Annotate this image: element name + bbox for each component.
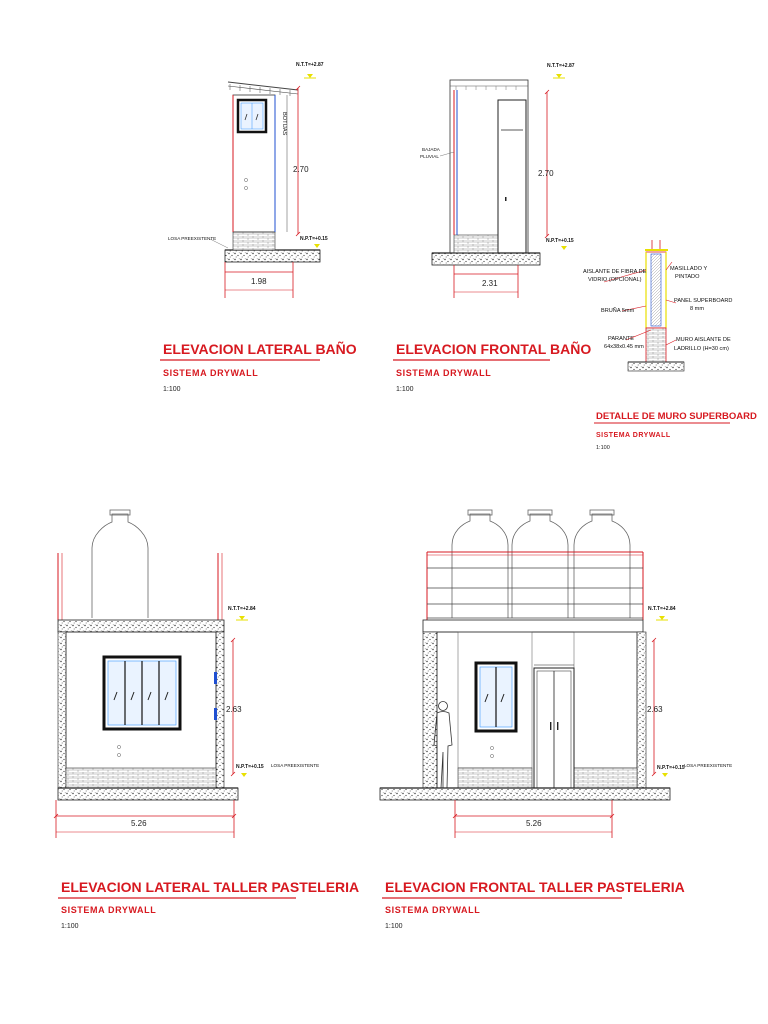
height-dimension-label: 2.70	[538, 169, 554, 178]
floor-slab	[380, 788, 670, 800]
bathroom-side-elevation	[168, 62, 328, 298]
base-wall-label-line2: LADRILLO (H=30 cm)	[674, 346, 729, 352]
floor-slab	[225, 250, 320, 262]
side-column	[637, 632, 646, 788]
workshop-front-elevation	[380, 510, 732, 838]
drawing-scale: 1:100	[396, 386, 414, 393]
height-dimension-label: 2.63	[647, 705, 663, 714]
insulation-label-line1: AISLANTE DE FIBRA DE	[583, 269, 647, 275]
insulation-label-line2: VIDRIO (OPCIONAL)	[588, 277, 642, 283]
ntt-level-label: N.T.T=+2.87	[547, 63, 575, 69]
slab-label: LOSA PREEXISTENTE	[271, 763, 320, 768]
roof-slab	[58, 620, 224, 632]
height-dimension-label: 2.70	[293, 165, 309, 174]
npt-level-label: N.P.T=+0.15	[236, 764, 264, 770]
drawing-title: ELEVACION FRONTAL BAÑO	[396, 341, 592, 357]
downspout-label-line1: BAJADA	[422, 147, 440, 152]
wall-detail-subtitle: SISTEMA DRYWALL	[596, 432, 671, 439]
wall-detail-title: DETALLE DE MURO SUPERBOARD	[596, 411, 757, 422]
drawing-title: ELEVACION LATERAL TALLER PASTELERIA	[61, 879, 360, 895]
reveal-label: BRUÑA 5mm	[601, 308, 635, 314]
ntt-level-marker	[659, 616, 665, 620]
npt-level-marker	[314, 244, 320, 248]
downspout-label-line2: PLUVIAL	[420, 154, 439, 159]
title-workshop-front	[382, 879, 685, 930]
roof-slab	[423, 620, 643, 632]
slab-label: LOSA PREEXISTENTE	[684, 763, 733, 768]
drawing-scale: 1:100	[61, 923, 79, 930]
slab-label: LOSA PREEXISTENTE	[168, 236, 217, 241]
brick-base	[458, 768, 532, 788]
ntt-level-label: N.T.T=+2.84	[228, 606, 256, 612]
drawing-subtitle: SISTEMA DRYWALL	[396, 368, 492, 378]
panel-label-line1: PANEL SUPERBOARD	[674, 298, 733, 304]
ntt-level-label: N.T.T=+2.84	[648, 606, 676, 612]
door	[498, 100, 526, 253]
wall-detail-scale: 1:100	[596, 445, 610, 451]
ntt-level-marker	[307, 74, 313, 78]
rotated-note: BOTIJAS	[281, 112, 287, 136]
drawing-title: ELEVACION FRONTAL TALLER PASTELERIA	[385, 879, 685, 895]
brick-base	[454, 235, 498, 253]
width-dimension-label: 5.26	[131, 819, 147, 828]
npt-level-label: N.P.T=+0.15	[546, 238, 574, 244]
brick-base	[574, 768, 637, 788]
npt-level-label: N.P.T=+0.15	[300, 236, 328, 242]
ntt-level-marker	[239, 616, 245, 620]
stud-label-line2: 64x38x0.45 mm	[604, 344, 644, 350]
foundation-slab	[628, 362, 684, 371]
brick-base	[233, 232, 275, 250]
side-column	[58, 632, 66, 788]
width-dimension-label: 1.98	[251, 277, 267, 286]
width-dimension-label: 2.31	[482, 279, 498, 288]
water-tanks	[452, 510, 630, 618]
side-column	[216, 632, 224, 788]
base-wall-label-line1: MURO AISLANTE DE	[676, 337, 731, 343]
npt-level-marker	[662, 773, 668, 777]
floor-slab	[58, 788, 238, 800]
finish-label-line2: PINTADO	[675, 274, 700, 280]
ntt-level-marker	[556, 74, 562, 78]
panel-label-line2: 8 mm	[690, 306, 704, 312]
drawing-title: ELEVACION LATERAL BAÑO	[163, 341, 357, 357]
drawing-scale: 1:100	[385, 923, 403, 930]
title-workshop-side	[58, 879, 359, 930]
npt-level-label: N.P.T=+0.15	[657, 765, 685, 771]
npt-level-marker	[561, 246, 567, 250]
wall-detail	[583, 240, 757, 451]
height-dimension-label: 2.63	[226, 705, 242, 714]
npt-level-marker	[241, 773, 247, 777]
brick-base-wall	[646, 328, 666, 362]
drawing-scale: 1:100	[163, 386, 181, 393]
workshop-side-elevation	[54, 510, 319, 838]
ntt-level-label: N.T.T=+2.87	[296, 62, 324, 68]
brick-base	[66, 768, 216, 788]
title-bathroom-side	[160, 340, 357, 393]
finish-label-line1: MASILLADO Y	[670, 266, 708, 272]
wall-outline	[450, 80, 528, 253]
drawing-subtitle: SISTEMA DRYWALL	[163, 368, 259, 378]
width-dimension-label: 5.26	[526, 819, 542, 828]
drawing-subtitle: SISTEMA DRYWALL	[385, 905, 481, 915]
water-tank	[92, 514, 148, 618]
stud-label-line1: PARANTE	[608, 336, 635, 342]
title-bathroom-front	[393, 340, 591, 393]
bathroom-front-elevation	[420, 63, 575, 298]
floor-slab	[432, 253, 540, 265]
drawing-subtitle: SISTEMA DRYWALL	[61, 905, 157, 915]
side-column	[423, 632, 437, 788]
